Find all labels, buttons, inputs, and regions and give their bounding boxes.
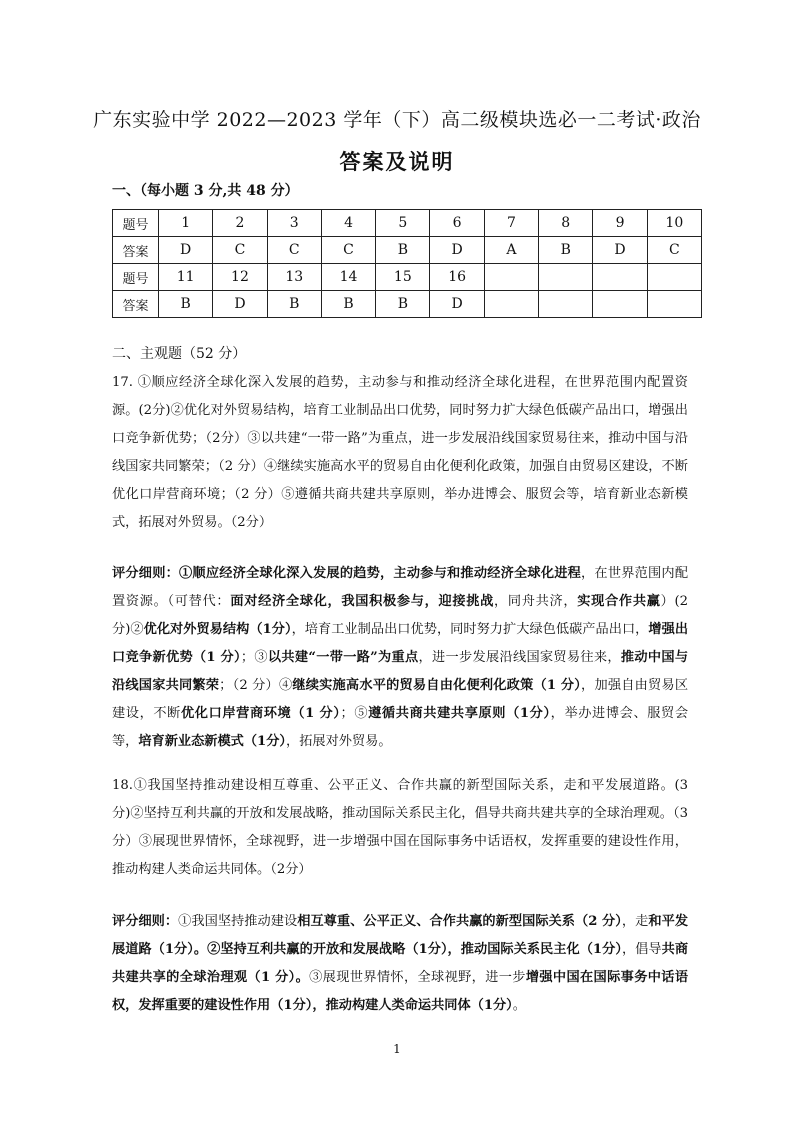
question-number-cell: 3 <box>267 210 321 237</box>
question-number-cell: 4 <box>321 210 375 237</box>
answer-cell: D <box>593 237 647 264</box>
question-number-cell <box>484 264 538 291</box>
answer-cell: B <box>376 237 430 264</box>
answer-cell: B <box>376 291 430 318</box>
scoring-text: 。 <box>512 998 526 1013</box>
answer-cell: D <box>213 291 267 318</box>
q18-answer: 18.①我国坚持推动建设相互尊重、公平正义、合作共赢的新型国际关系，走和平发展道路。(3分)②坚持互利共赢的开放和发展战略，推动国际关系民主化，倡导共商共建共享的全球治理观。（3 分）③展现世界情怀，全球视野，进一步增强中国在国际事务中话语权，发挥重要的建设性作用，推动构建人类命运共同体。（2分） <box>112 778 688 877</box>
scoring-key-point: ①顺应经济全球化深入发展的趋势，主动参与和推动经济全球化进程 <box>179 566 582 581</box>
section1-heading: 一、（每小题 3 分,共 48 分） <box>112 183 299 199</box>
page-subtitle: 答案及说明 <box>339 149 455 174</box>
answer-cell <box>647 291 701 318</box>
answer-cell: B <box>159 291 213 318</box>
question-number-cell: 1 <box>159 210 213 237</box>
row-label-question: 题号 <box>113 210 159 237</box>
answer-cell: C <box>321 237 375 264</box>
row-label-answer: 答案 <box>113 237 159 264</box>
question-number-cell: 8 <box>539 210 593 237</box>
scoring-key-point: 遵循共商共建共享原则（1分） <box>368 706 551 721</box>
scoring-key-point: 推动中国与沿线国家共同繁荣 <box>112 650 689 693</box>
scoring-text: ，加强自由贸易区建设，不断 <box>112 678 689 721</box>
scoring-text: ，培育工业制品出口优势，同时努力扩大绿色低碳产品出口， <box>291 622 649 637</box>
scoring-text: ；（2 分）④ <box>219 678 293 693</box>
answer-cell: D <box>430 237 484 264</box>
table-row <box>113 237 702 264</box>
answer-cell <box>484 291 538 318</box>
table-row <box>113 210 702 237</box>
scoring-key-point: 实现合作共赢 <box>577 594 661 609</box>
question-number-cell: 6 <box>430 210 484 237</box>
scoring-key-point: 优化对外贸易结构（1分） <box>143 622 292 637</box>
scoring-key-point: 共商共建共享的全球治理观（1 分）。 <box>112 942 689 985</box>
scoring-key-point: 面对经济全球化，我国积极参与，迎接挑战 <box>230 594 495 609</box>
scoring-key-point: 培育新业态新模式（1分） <box>138 734 287 749</box>
scoring-key-point: 和平发展道路（1分）。②坚持互利共赢的开放和发展战略（1分），推动国际关系民主化（1分） <box>112 914 689 957</box>
q17-scoring <box>112 560 688 756</box>
page-number: 1 <box>393 1042 401 1056</box>
answer-cell: C <box>213 237 267 264</box>
table-row <box>113 264 702 291</box>
question-number-cell: 16 <box>430 264 484 291</box>
question-number-cell: 5 <box>376 210 430 237</box>
row-label-question: 题号 <box>113 264 159 291</box>
answer-cell: A <box>484 237 538 264</box>
scoring-text: ，倡导 <box>621 942 662 957</box>
scoring-key-point: 增强出口竞争新优势（1 分） <box>112 622 689 665</box>
answer-cell: D <box>159 237 213 264</box>
scoring-text: ，拓展对外贸易。 <box>286 734 392 749</box>
question-number-cell <box>593 264 647 291</box>
question-number-cell <box>647 264 701 291</box>
question-number-cell: 10 <box>647 210 701 237</box>
scoring-key-point: 相互尊重、公平正义、合作共赢的新型国际关系（2 分） <box>297 914 622 929</box>
scoring-key-point: 评分细则： <box>112 914 179 929</box>
page-title: 广东实验中学 2022—2023 学年（下）高二级模块选必一二考试·政治 <box>93 109 701 131</box>
question-number-cell: 7 <box>484 210 538 237</box>
answer-cell: C <box>267 237 321 264</box>
scoring-text: ，在世界范围内配置资源。（可替代： <box>112 566 689 609</box>
row-label-answer: 答案 <box>113 291 159 318</box>
question-number-cell: 11 <box>159 264 213 291</box>
scoring-text: ，同舟共济， <box>494 594 578 609</box>
scoring-key-point: 继续实施高水平的贸易自由化便利化政策（1 分） <box>292 678 582 693</box>
answer-cell: B <box>267 291 321 318</box>
answer-table <box>112 209 702 318</box>
scoring-text: ③展现世界情怀，全球视野，进一步 <box>309 970 526 985</box>
question-number-cell: 15 <box>376 264 430 291</box>
answer-cell: B <box>539 237 593 264</box>
scoring-text: ，举办进博会、服贸会等， <box>112 706 689 749</box>
section2-heading: 二、主观题（52 分） <box>112 346 247 362</box>
question-number-cell <box>539 264 593 291</box>
q18-scoring <box>112 908 688 1020</box>
question-number-cell: 14 <box>321 264 375 291</box>
q17-answer: 17. ①顺应经济全球化深入发展的趋势，主动参与和推动经济全球化进程，在世界范围内配置资源。(2分)②优化对外贸易结构，培育工业制品出口优势，同时努力扩大绿色低碳产品出口，增强出口竞争新优势；（2分）③以共建“一带一路”为重点，进一步发展沿线国家贸易往来，推动中国与沿线国家共同繁荣；（2 分）④继续实施高水平的贸易自由化便利化政策，加强自由贸易区建设，不断优化口岸营商环境；（2 分）⑤遵循共商共建共享原则，举办进博会、服贸会等，培育新业态新模式，拓展对外贸易。（2分） <box>112 375 688 530</box>
scoring-text: ）(2分)② <box>112 594 688 637</box>
scoring-key-point: 以共建“一带一路”为重点 <box>267 650 419 665</box>
scoring-text: ；③ <box>240 650 268 665</box>
question-number-cell: 2 <box>213 210 267 237</box>
scoring-key-point: 优化口岸营商环境（1 分） <box>180 706 341 721</box>
answer-cell: B <box>321 291 375 318</box>
question-number-cell: 12 <box>213 264 267 291</box>
answer-cell <box>593 291 647 318</box>
question-number-cell: 9 <box>593 210 647 237</box>
table-row <box>113 291 702 318</box>
scoring-key-point: 增强中国在国际事务中话语权，发挥重要的建设性作用（1分），推动构建人类命运共同体（1分） <box>112 970 689 1013</box>
answer-cell <box>539 291 593 318</box>
answer-cell: C <box>647 237 701 264</box>
scoring-text: ，进一步发展沿线国家贸易往来， <box>418 650 621 665</box>
scoring-text: ；⑤ <box>340 706 369 721</box>
scoring-key-point: 评分细则： <box>112 566 180 581</box>
answer-cell: D <box>430 291 484 318</box>
scoring-text: ①我国坚持推动建设 <box>178 914 298 929</box>
scoring-text: ，走 <box>621 914 649 929</box>
question-number-cell: 13 <box>267 264 321 291</box>
